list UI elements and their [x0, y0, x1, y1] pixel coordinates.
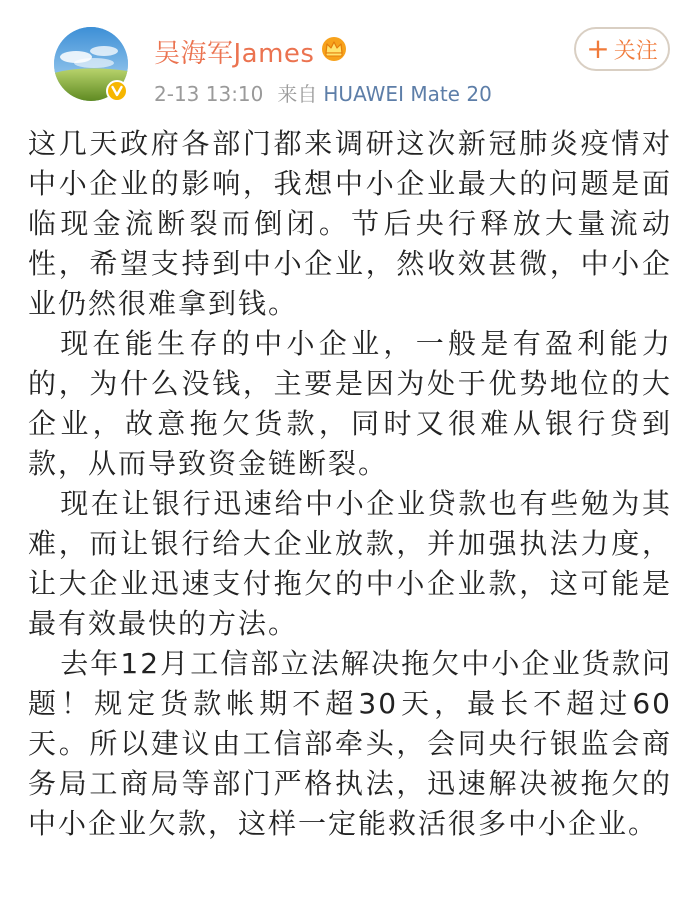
author-name[interactable]: 吴海军James [154, 39, 315, 69]
author-name-row[interactable] [154, 33, 348, 70]
post-header [28, 0, 672, 118]
post-body [28, 118, 672, 844]
source-prefix: 来自 [277, 82, 318, 106]
post-paragraph-4: 去年12月工信部立法解决拖欠中小企业货款问题！规定货款帐期不超30天，最长不超过60天。所以建议由工信部牵头，会同央行银监会商务局工商局等部门严格执法，迅速解决被拖欠的中小企业欠款，这样一定能救活很多中小企业。 [28, 647, 672, 840]
verified-v-icon [106, 80, 128, 102]
plus-icon: + [586, 32, 610, 65]
follow-label: 关注 [613, 38, 658, 64]
post-meta [154, 78, 492, 107]
vip-crown-icon [320, 35, 348, 68]
post-time: 2-13 13:10 [154, 82, 264, 106]
device-link[interactable]: HUAWEI Mate 20 [323, 82, 492, 106]
post-paragraph-2: 现在能生存的中小企业，一般是有盈利能力的，为什么没钱，主要是因为处于优势地位的大企业，故意拖欠货款，同时又很难从银行贷到款，从而导致资金链断裂。 [28, 327, 672, 480]
post-paragraph-1: 这几天政府各部门都来调研这次新冠肺炎疫情对中小企业的影响，我想中小企业最大的问题是面临现金流断裂而倒闭。节后央行释放大量流动性，希望支持到中小企业，然收效甚微，中小企业仍然很难拿到钱。 [28, 127, 672, 320]
post-paragraph-3: 现在让银行迅速给中小企业贷款也有些勉为其难，而让银行给大企业放款，并加强执法力度，让大企业迅速支付拖欠的中小企业款，这可能是最有效最快的方法。 [28, 487, 672, 640]
follow-button[interactable] [574, 27, 670, 71]
